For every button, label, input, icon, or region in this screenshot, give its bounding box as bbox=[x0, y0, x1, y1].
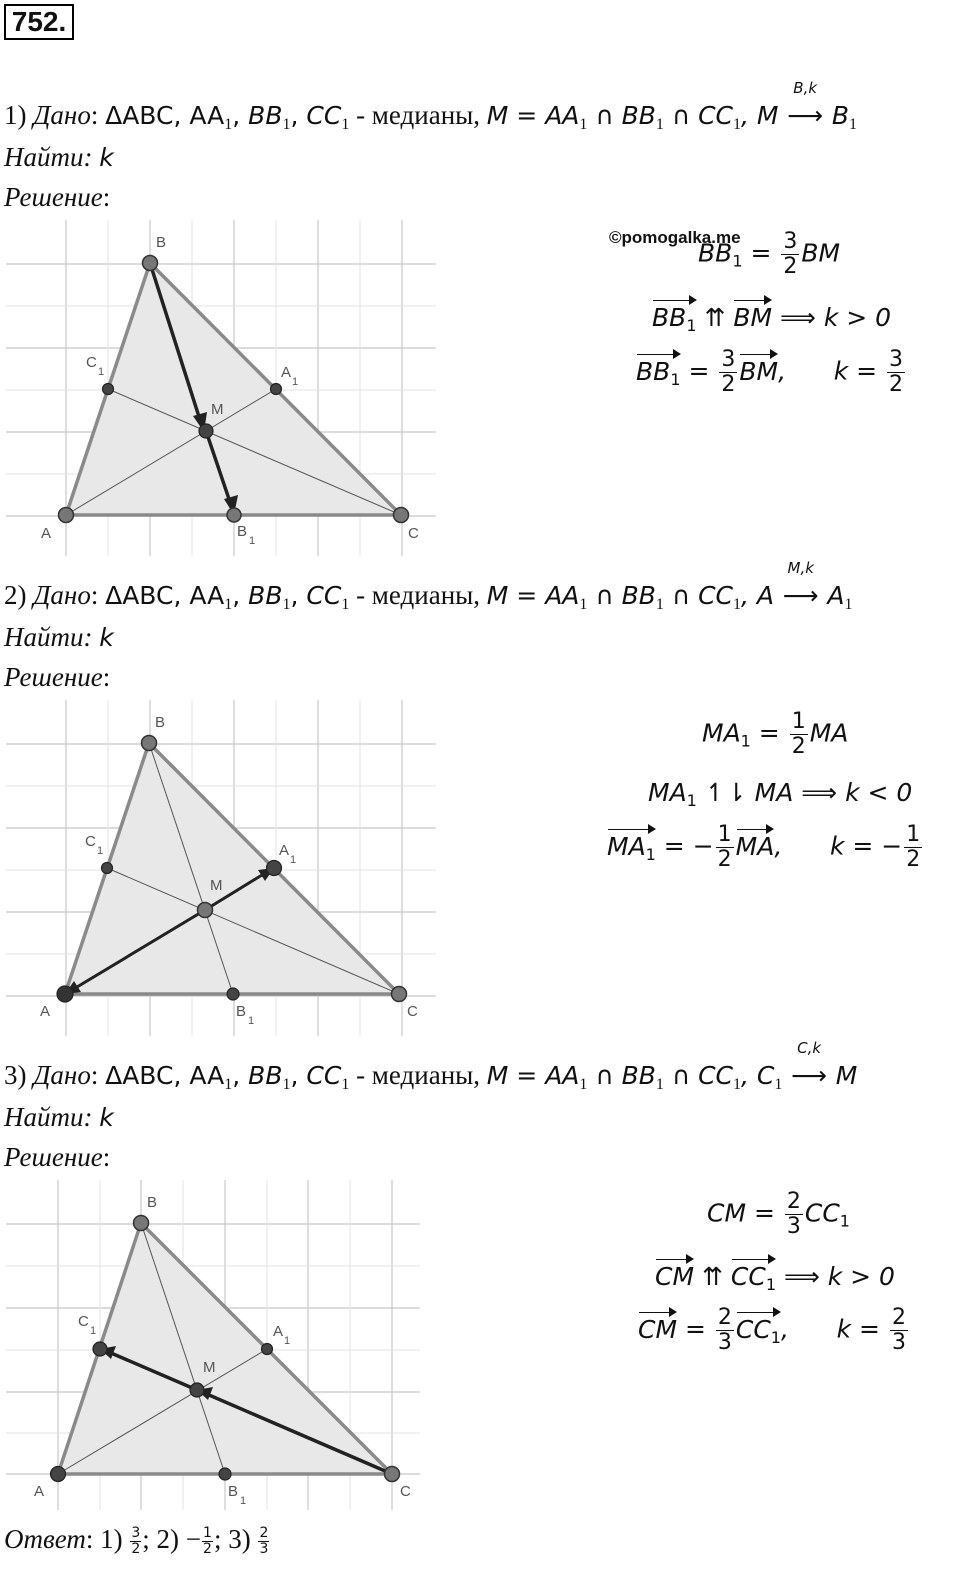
sol2-eq2: $MA_1$ ↿⇂ MA ⟹ k < 0 bbox=[648, 778, 913, 810]
label-m: M bbox=[203, 1359, 216, 1376]
sol1-eq1: $BB_1$ = $\frac{3}{2}$ BM bbox=[698, 229, 841, 279]
sol1-eq2: $BB_1$ ⇈ BM ⟹ k > 0 bbox=[652, 303, 892, 335]
label-m: M bbox=[210, 877, 223, 894]
label-b1: B bbox=[236, 1003, 247, 1020]
svg-text:1: 1 bbox=[290, 854, 297, 866]
label-a1: A bbox=[281, 364, 292, 381]
svg-text:1: 1 bbox=[90, 1325, 97, 1337]
point-b bbox=[143, 256, 158, 271]
label-b: B bbox=[156, 234, 167, 251]
sol3-eq3: CM = $\frac{2}{3}$ $CC_1$, k = $\frac{2}{3}$ bbox=[638, 1305, 906, 1355]
sol2-eq1: $MA_1$ = $\frac{1}{2}$ MA bbox=[702, 709, 849, 759]
triangle bbox=[65, 743, 399, 994]
sol3-eq2: CM ⇈ $CC_1$ ⟹ k > 0 bbox=[655, 1262, 895, 1294]
solution-label-1: Решение: bbox=[4, 182, 111, 212]
point-c bbox=[394, 508, 409, 523]
label-c: C bbox=[407, 1003, 418, 1020]
find-line-3: Найти: k bbox=[4, 1102, 114, 1132]
point-c1 bbox=[103, 384, 114, 395]
svg-text:1: 1 bbox=[284, 1335, 291, 1347]
given-line-3: 3) Дано: ΔABC, $AA_1$, $BB_1$, $CC_1$ - медианы, $M = AA_1$ ∩ $BB_1$ ∩ $CC_1$, $C_1$ C,k ⟶ M bbox=[4, 1039, 858, 1093]
svg-text:1: 1 bbox=[248, 1015, 255, 1027]
point-a1 bbox=[262, 1344, 273, 1355]
label-a: A bbox=[40, 1003, 51, 1020]
solution-label-2: Решение: bbox=[4, 662, 111, 692]
point-c1 bbox=[93, 1342, 107, 1356]
label-c: C bbox=[400, 1483, 411, 1500]
point-m bbox=[199, 424, 213, 438]
point-m bbox=[198, 903, 213, 918]
sol1-eq3: $BB_1$ = $\frac{3}{2}$ BM, k = $\frac{3}{2}$ bbox=[636, 347, 904, 397]
point-a1 bbox=[271, 384, 282, 395]
label-b: B bbox=[147, 1194, 158, 1211]
svg-text:1: 1 bbox=[240, 1495, 247, 1507]
point-b1 bbox=[227, 508, 241, 522]
point-c bbox=[385, 1467, 400, 1482]
given-line-2: 2) Дано: ΔABC, $AA_1$, $BB_1$, $CC_1$ - медианы, $M = AA_1$ ∩ $BB_1$ ∩ $CC_1$, A M,k ⟶ $A_1$ bbox=[4, 559, 853, 613]
label-c1: C bbox=[86, 354, 97, 371]
point-c bbox=[392, 987, 407, 1002]
label-a: A bbox=[34, 1483, 45, 1500]
point-b1 bbox=[227, 988, 239, 1000]
point-b bbox=[142, 736, 157, 751]
find-line-1: Найти: k bbox=[4, 142, 114, 172]
diagram-3 bbox=[0, 1180, 430, 1520]
label-b: B bbox=[155, 714, 166, 731]
label-a: A bbox=[41, 525, 52, 542]
given-line-1: 1) Дано: ΔABC, $AA_1$, $BB_1$, $CC_1$ - медианы, $M = AA_1$ ∩ $BB_1$ ∩ $CC_1$, M B,k ⟶ $B_1$ bbox=[4, 79, 857, 133]
label-c: C bbox=[408, 525, 419, 542]
solution-label-3: Решение: bbox=[4, 1142, 111, 1172]
point-c1 bbox=[102, 863, 113, 874]
label-b1: B bbox=[228, 1483, 239, 1500]
answer-line: Ответ: 1) $\frac{3}{2}$ ; 2) − $\frac{1}{2}$ ; 3) $\frac{2}{3}$ bbox=[4, 1524, 269, 1558]
diagram-2 bbox=[0, 700, 440, 1040]
watermark: ©pomogalka.me bbox=[609, 228, 741, 247]
svg-text:1: 1 bbox=[97, 845, 104, 857]
point-a bbox=[51, 1467, 66, 1482]
label-b1: B bbox=[237, 523, 248, 540]
label-a1: A bbox=[279, 842, 290, 859]
svg-text:1: 1 bbox=[249, 535, 256, 547]
label-a1: A bbox=[273, 1323, 284, 1340]
point-a bbox=[57, 986, 73, 1002]
diagram-1 bbox=[0, 220, 440, 560]
svg-text:1: 1 bbox=[98, 366, 105, 378]
sol2-eq3: $MA_1$ = − $\frac{1}{2}$ MA, k = − $\frac{1}{2}$ bbox=[607, 822, 921, 872]
point-b bbox=[134, 1216, 149, 1231]
label-m: M bbox=[211, 401, 224, 418]
point-a1 bbox=[267, 861, 282, 876]
sol3-eq1: CM = $\frac{2}{3}$ $CC_1$ bbox=[707, 1189, 850, 1239]
svg-text:1: 1 bbox=[292, 376, 299, 388]
point-m bbox=[190, 1383, 204, 1397]
find-line-2: Найти: k bbox=[4, 622, 114, 652]
problem-number: 752. bbox=[4, 4, 74, 40]
point-b1 bbox=[219, 1468, 231, 1480]
label-c1: C bbox=[85, 833, 96, 850]
point-a bbox=[59, 508, 74, 523]
label-c1: C bbox=[78, 1313, 89, 1330]
